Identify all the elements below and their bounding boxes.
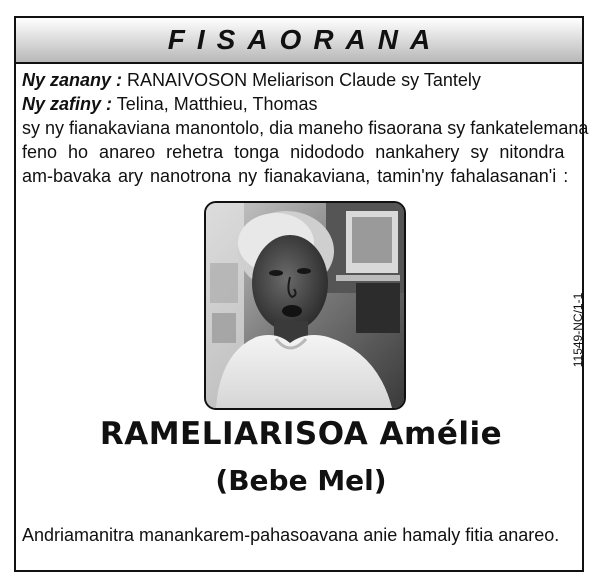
notice-text-block bbox=[22, 68, 589, 188]
body-line-3: am-bavaka ary nanotrona ny fianakaviana, tamin'ny fahalasanan'i : bbox=[22, 166, 569, 186]
reference-code-text: 11549-NC/1-1 bbox=[571, 292, 586, 368]
body-line-1: sy ny fianakaviana manontolo, dia maneho fisaorana sy fankatelemana bbox=[22, 118, 589, 138]
children-label: Ny zanany : bbox=[22, 70, 123, 90]
grandchildren-names: Telina, Matthieu, Thomas bbox=[116, 94, 318, 114]
portrait-photo bbox=[204, 201, 406, 410]
grandchildren-line bbox=[22, 92, 572, 116]
grandchildren-label: Ny zafiny : bbox=[22, 94, 113, 114]
body-line-2: feno ho anareo rehetra tonga nidododo nankahery sy nitondra bbox=[22, 142, 565, 162]
portrait-image bbox=[206, 203, 404, 408]
children-names: RANAIVOSON Meliarison Claude sy Tantely bbox=[127, 70, 481, 90]
reference-code bbox=[568, 270, 588, 390]
notice-title: FISAORANA bbox=[167, 24, 443, 55]
deceased-nickname: (Bebe Mel) bbox=[215, 464, 387, 497]
deceased-name: RAMELIARISOA Amélie bbox=[99, 416, 503, 452]
obituary-notice bbox=[14, 16, 589, 572]
children-line bbox=[22, 68, 572, 92]
header-band bbox=[16, 18, 582, 64]
closing-blessing: Andriamanitra manankarem-pahasoavana anie hamaly fitia anareo. bbox=[22, 525, 560, 545]
